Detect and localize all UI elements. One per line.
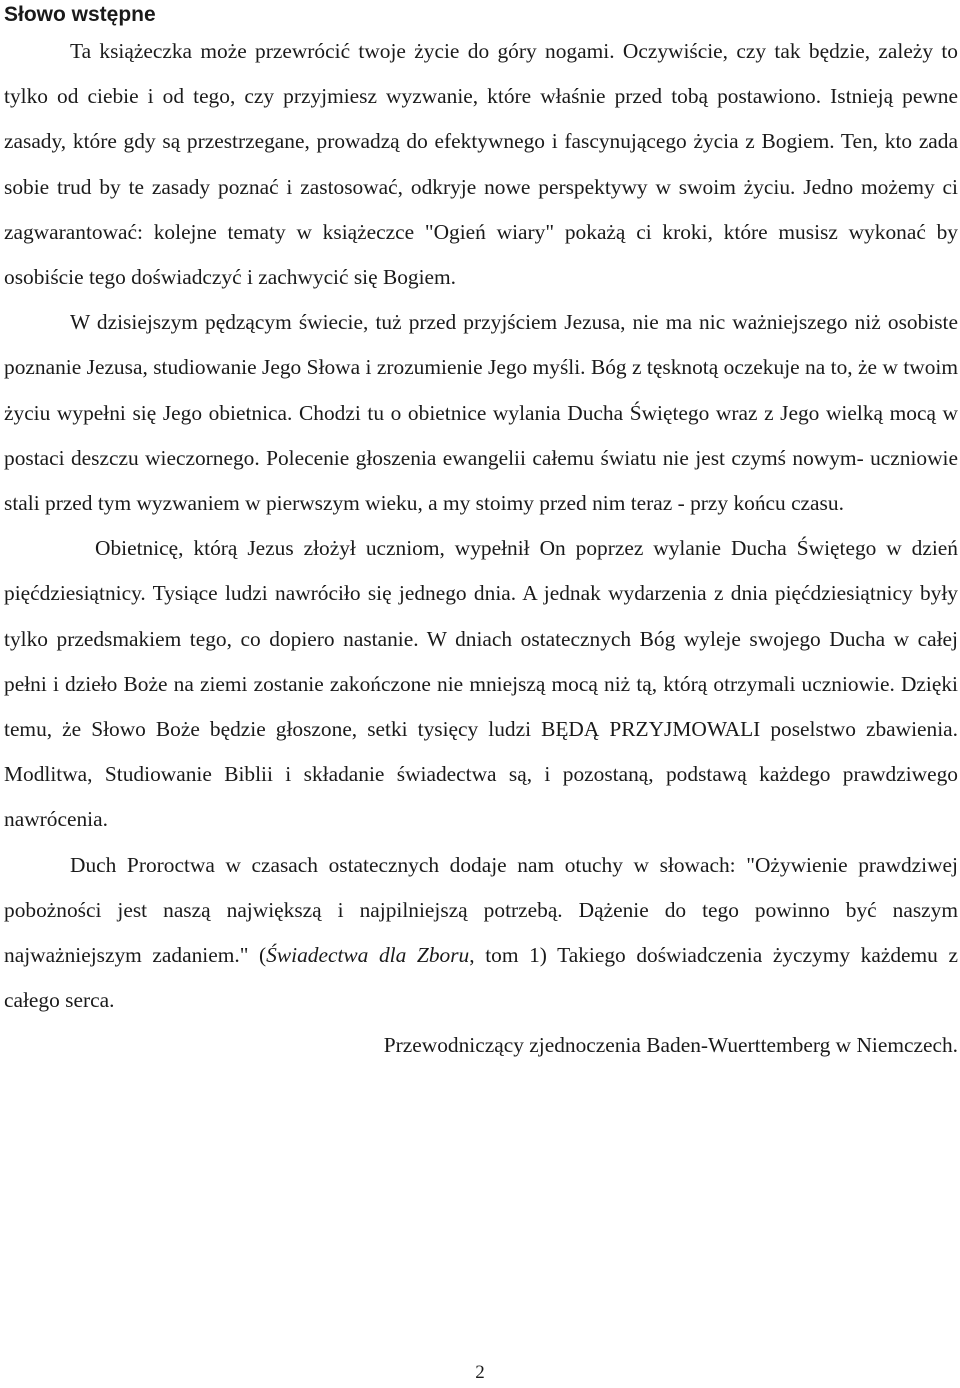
page-title: Słowo wstępne xyxy=(4,3,156,26)
paragraph-promise: Obietnicę, którą Jezus złożył uczniom, wypełnił On poprzez wylanie Ducha Świętego w dzień pięćdziesiątnicy. Tysiące ludzi nawróciło się jednego dnia. A jednak wydarzenia z dnia pięćdziesiątnicy były tylko przedsmakiem tego, co dopiero nastanie. W dniach ostatecznych Bóg wyleje swojego Ducha w całej pełni i dzieło Boże na ziemi zostanie zakończone nie mniejszą mocą niż tą, którą otrzymali uczniowie. Dzięki temu, że Słowo Boże będzie głoszone, setki tysięcy ludzi BĘDĄ PRZYJMOWALI poselstwo zbawienia. Modlitwa, Studiowanie Biblii i składanie świadectwa są, i pozostaną, podstawą każdego prawdziwego nawrócenia. xyxy=(4,536,958,832)
paragraph-spirit-of-prophecy xyxy=(4,843,958,1024)
paragraph-modern-world: W dzisiejszym pędzącym świecie, tuż przed przyjściem Jezusa, nie ma nic ważniejszego niż osobiste poznanie Jezusa, studiowanie Jego Słowa i zrozumienie Jego myśli. Bóg z tęsknotą oczekuje na to, że w twoim życiu wypełni się Jego obietnica. Chodzi tu o obietnice wylania Ducha Świętego wraz z Jego wielką mocą w postaci deszczu wieczornego. Polecenie głoszenia ewangelii całemu światu nie jest czymś nowym- uczniowie stali przed tym wyzwaniem w pierwszym wieku, a my stoimy przed nim teraz - przy końcu czasu. xyxy=(4,310,958,516)
document-page xyxy=(4,0,958,1069)
page-number: 2 xyxy=(475,1362,485,1383)
quote-text-before: Duch Proroctwa w czasach ostatecznych dodaje nam otuchy w słowach: "Ożywienie prawdziwej pobożności jest naszą największą i najpilniejszą potrzebą. Dążenie do tego powinno być naszym najważniejszym zadaniem." ( xyxy=(4,852,958,968)
quote-text-after: , tom 1) Takiego doświadczenia życzymy każdemu z całego serca. xyxy=(4,943,958,1013)
paragraph-intro: Ta książeczka może przewrócić twoje życie do góry nogami. Oczywiście, czy tak będzie, zależy to tylko od ciebie i od tego, czy przyjmiesz wyzwanie, które właśnie przed tobą postawiono. Istnieją pewne zasady, które gdy są przestrzegane, prowadzą do efektywnego i fascynującego życia z Bogiem. Ten, kto zada sobie trud by te zasady poznać i zastosować, odkryje nowe perspektywy w swoim życiu. Jedno możemy ci zagwarantować: kolejne tematy w książeczce "Ogień wiary" pokażą ci kroki, które musisz wykonać by osobiście tego doświadczyć i zachwycić się Bogiem. xyxy=(4,39,958,290)
source-title: Świadectwa dla Zboru xyxy=(266,943,470,968)
signature-line: Przewodniczący zjednoczenia Baden-Wuerttemberg w Niemczech. xyxy=(383,1033,958,1058)
